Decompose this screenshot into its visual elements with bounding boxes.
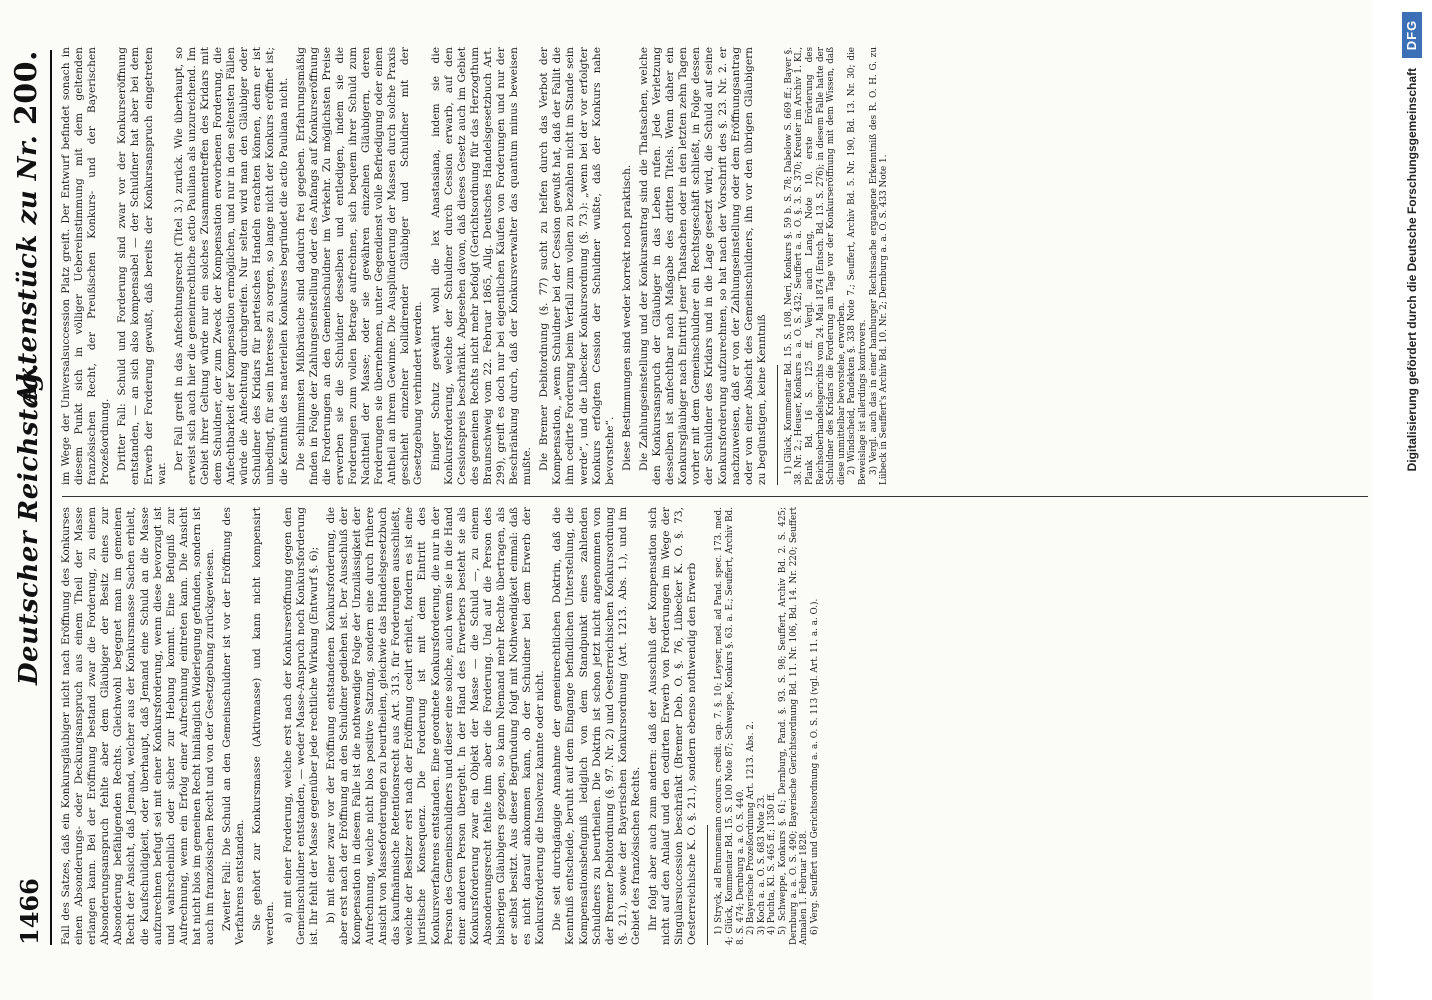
page-header	[4, 50, 52, 945]
page-number: 1466	[15, 878, 44, 945]
left-paragraph: Zweiter Fall: Die Schuld an den Gemeinschuldner ist vor der Eröffnung des Verfahrens entstanden.	[221, 507, 247, 945]
right-paragraph: Die schlimmsten Mißbräuche sind dadurch frei gegeben. Erfahrungsmäßig finden in Folge der Zahlungseinstellung oder des Anfangs auf Konkurseröffnung die Forderungen an den Gemeinschuldner im Verkehr. Zu möglichsten Preise erwerben sie die Schuldner desselben und entledigen, indem sie die Forderungen zum vollen Betrage aufrechnen, sich bequem ihrer Schuld zum Nachtheil der Masse; oder sie gewähren einzelnen Gläubigern, deren Forderungen sie übernehmen, unter Gegendienst volle Befriedigung oder einen Antheil an ihrem Gewinne. Die Ausplünderung der Massen durch solche Praxis geschieht einzelner kollidirender Gläubiger und Schuldner mit der Gesetzgebung verhindert werden.	[294, 47, 425, 485]
left-footnote: 1) Stryck, ad Brunnemann concurs. credit. cap. 7. §. 10; Leyser, med. ad Pand. spec. 173. med. 4; Glück, Kommentar Bd. 15. S. 100 Note 87; Schweppe, Konkurs §. 63. a. E.; Seuffert, Archiv Bd. 8. S. 474; Dernburg a. a. O. S. 440.	[714, 507, 746, 945]
left-paragraph: Die seit durchgängige Annahme der gemeinrechtlichen Doktrin, daß die Kenntniß entscheide, beruht auf dem Eingange befindlichen Unterstellung, die Kompensationsbefugniß lediglich von dem Standpunkt eines zahlenden Schuldners zu beurtheilen. Die Doktrin ist schon jetzt nicht angenommen von der Bremer Debitordnung (§. 97. Nr. 2) und Oesterreichischen Konkursordnung (§. 21.), sowie der Bayerischen Konkursordnung (Art. 1213. Abs. 1.), und im Gebiet des französischen Rechts.	[551, 507, 642, 945]
dfg-credit: Digitalisierung gefördert durch die Deutsche Forschungsgemeinschaft	[1405, 68, 1419, 472]
left-paragraph: Ihr folgt aber auch zum andern: daß der Ausschluß der Kompensation sich nicht auf den Anlauf und den cedirten Erwerb von Forderungen im Wege der Singularsuccession beschränkt (Bremer Deb. O. §. 76, Lübecker K. O. §. 73, Oesterreichische K. O. §. 21.), sondern ebenso nothwendig den Erwerb	[647, 507, 699, 945]
left-footnote: 5) Schweppe, Konkurs §. 61; Dernburg, Pand. §. 93. S. 98; Seuffert, Archiv Bd. 2. S. 425; Dernburg a. a. O. S. 490; Bayerische Gerichtsordnung Bd. 11. Nr. 106, Bd. 14. Nr. 220; Seuffert Annalen 1. Februar 1828.	[777, 507, 810, 945]
right-paragraph: im Wege der Universalsuccession Platz greift. Der Entwurf befindet sonach in diesem Punkt sich in völliger Uebereinstimmung mit dem geltenden französischen Recht, der Preußischen Konkurs- und der Bayerischen Prozeßordnung.	[60, 47, 112, 485]
right-paragraph: Die Bremer Debitordnung (§. 77) sucht zu helfen durch das Verbot der Kompensation, „wenn Schuldner bei der Cession gewußt hat, daß der Fallit die ihm cedirte Forderung beim Verfall zum vollen zu bezahlen nicht im Stande sein werde“, und die Lübecker Konkursordnung (§. 73.): „wenn bei der vor erfolgter Konkurs erfolgten Cession der Schuldner wußte, daß der Konkurs nahe bevorstehe“.	[538, 47, 616, 485]
left-paragraph: Sie gehört zur Konkursmasse (Aktivmasse) und kann nicht kompensirt werden.	[251, 507, 277, 945]
column-divider	[62, 496, 1368, 497]
right-paragraph: Die Zahlungseinstellung und der Konkursantrag sind die Thatsachen, welche den Konkursanspruch der Gläubiger in das Leben rufen. Jede Verletzung desselben ist anfechtbar nach Maßgabe des dritten Titels. Wenn daher ein Konkursgläubiger nach Eintritt jener Thatsachen oder in den letzten zehn Tagen vorher mit dem Gemeinschuldner ein Rechtsgeschäft schließt, in Folge dessen der Schuldner des Kridars und in die Lage gesetzt wird, die Schuld auf seine Konkursforderung aufzurechnen, so hat nach der Vorschrift des §. 23. Nr. 2. er nachzuweisen, daß er von der Zahlungseinstellung oder dem Eröffnungsantrag oder von einer Absicht des Gemeinschuldners, ihn vor den übrigen Gläubigern zu begünstigen, keine Kenntniß	[637, 47, 768, 485]
right-paragraph: Dritter Fall: Schuld und Forderung sind zwar vor der Konkurseröffnung entstanden, — an sich also kompensabel — der Schuldner hat aber bei dem Erwerb der Forderung gewußt, daß bereits der Konkursanspruch eingetreten war.	[116, 47, 168, 485]
right-footnote: 1) Glück, Kommentar Bd. 15. S. 108, Neri, Konkurs §. 59 b. S. 78; Dabelow S. 669 ff.; Bayer §. 38. Nr. 2.; Heuser, Konkurs a. a. O. S. 432; Seuffert a. a. O. §. 3. S. 370; Kreuter im Archiv 1. Kl., Plank Bd. 16 S. 125 ff. Vergl. auch Lang, Note 10. erste Erörterung des Reichsoberhandelsgerichts vom 24. Mai 1874 (Entsch. Bd. 13. S. 276); in diesem Falle hatte der Schuldner des Kridars die Forderung am Tage vor der Konkurseröffnung mit dem Wissen, daß diese unmittelbar bevorstehe, erworben.	[783, 47, 847, 485]
left-footnote: 2) Bayerische Prozeßordnung Art. 1213. Abs. 2.	[746, 721, 757, 935]
right-footnote: 2) Windscheid, Pandekten §. 338 Note 7.; Seuffert, Archiv Bd. 5. Nr. 190, Bd. 13. Nr. 30; die Beweislage ist allerdings kontrovers.	[847, 47, 869, 485]
left-paragraph: b) mit einer zwar vor der Eröffnung entstandenen Konkursforderung, die aber erst nach der Eröffnung an den Schuldner gediehen ist. Der Ausschluß der Kompensation in diesem Falle ist die nothwendige Folge der Unzulässigkeit der Aufrechnung, welche nicht blos positive Satzung, sondern eine durch frühere Ansicht von Masseforderungen zu beurtheilen, gleichwie das Handelsgesetzbuch das kaufmännische Retentionsrecht aus Art. 313. für Forderungen ausschließt, welche der Besitzer erst nach der Eröffnung cedirt erhielt, fordern es ist eine juristische Konsequenz. Die Forderung ist mit dem Eintritt des Konkursverfahrens entstanden. Eine geordnete Konkursforderung, die nur in der Person des Gemeinschuldners und dieser eine solche, auch wenn sie in die Hand einer anderen Person übergeht. In der Hand des Erwerbers besteht sie als Konkursforderung zwar ein Objekt der Masse — die Schuld —, zu einem Absonderungsrecht fehlte ihm aber die Forderung. Und auf die Person des bisherigen Gläubigers gezogen, so kann Niemand mehr Rechte übertragen, als er selbst besitzt. Aus dieser Begründung folgt mit Nothwendigkeit einmal: daß es nicht darauf ankommen kann, ob der Schuldner bei dem Erwerb der Konkursforderung die Insolvenz kannte oder nicht.	[324, 507, 547, 945]
left-column	[60, 507, 1372, 945]
digitization-sidebar	[1372, 0, 1432, 1000]
right-footnote: 3) Vergl. auch das in einer hamburger Rechtssache ergangene Erkenntniß des R. O. H. G. zu Lübeck in Seuffert's Archiv Bd. 10. Nr. 2; Dernburg a. a. O. S. 433 Note 1.	[868, 47, 890, 485]
right-column	[60, 47, 1372, 485]
left-footnote: 6) Verg. Seuffert und Gerichtsordnung a. a. O. S. 113 (vgl. Art. 11. a. a. O.).	[809, 598, 820, 935]
footnote-divider	[777, 365, 778, 485]
right-paragraph: Der Fall greift in das Anfechtungsrecht (Titel 3.) zurück. Wie überhaupt, so erweist sich auch hier die gemeinrechtliche actio Pauliana als unzureichend. Im Gebiet ihrer Geltung würde nur ein solches Zusammentreffen des Kridars mit dem Schuldner, der zum Zweck der Kompensation erworbenen Forderung, die Anfechtbarkeit der Kompensation ermöglichen, und nur in den seltensten Fällen würde die Anfechtung durchgreifen. Nur selten wird man den Gläubiger oder Schuldner des Kridars für parteisches Handeln erachten können, denn er ist unbedingt, für sein Interesse zu sorgen, so lange nicht der Konkurs eröffnet ist; die Kenntniß des materiellen Konkurses begründet die actio Pauliana nicht.	[172, 47, 290, 485]
left-paragraph: Fall des Satzes, daß ein Konkursgläubiger nicht nach Eröffnung des Konkurses einen Absonderungs- oder Deckungsanspruch aus einem Theil der Masse erlangen kann. Bei der Eröffnung bestand zwar die Forderung, zu einem Absonderungsanspruch fehlte aber dem Gläubiger der Besitz eines zur Absonderung befähigenden Rechts. Gleichwohl begegnet man im gemeinen Recht der Ansicht, daß Jemand, welcher aus der Konkursmasse Sachen erhielt, die Kaufschuldigkeit, oder überhaupt, daß Jemand eine Schuld an die Masse aufzurechnen befugt sei mit einer Konkursforderung, wenn diese bevorzugt ist und wahrscheinlich oder sicher zur Hebung kommt. Eine Befugniß zur Aufrechnung, wenn ein Erfolg einer Aufrechnung eintreten kann. Die Ansicht hat nicht blos im gemeinen Recht hinlänglich Widerlegung gefunden, sondern ist auch im französischen Recht und von der Gesetzgebung zurückgewiesen.	[60, 507, 217, 945]
dfg-logo: DFG	[1402, 12, 1422, 58]
left-footnote: 4) Puchta, Kl. S. 465 ff.; 1350 ff.	[767, 792, 778, 935]
right-paragraph: Diese Bestimmungen sind weder korrekt noch praktisch.	[620, 164, 633, 471]
footnote-divider	[707, 825, 708, 945]
document-reference	[9, 50, 44, 404]
document-reference-label: Aktenstück zu Nr.	[13, 134, 43, 405]
left-footnote: 3) Koch a. a. O. S. 683 Note 23.	[756, 794, 767, 935]
document-reference-number: 200.	[9, 50, 44, 126]
left-paragraph: a) mit einer Forderung, welche erst nach der Konkurseröffnung gegen den Gemeinschuldner entstanden, — weder Masse-Anspruch noch Konkursforderung ist. Ihr fehlt der Masse gegenüber jede rechtliche Wirkung (Entwurf §. 6);	[281, 507, 320, 945]
running-title: Deutscher Reichstag.	[14, 362, 44, 685]
right-paragraph: Einiger Schutz gewährt wohl die lex Anastasiana, indem sie die Konkursforderung, welche der Schuldner durch Cession erwarb, auf den Cessionspreis beschränkt. Abgesehen davon, daß dieses Gesetz auch im Gebiet des gemeinen Rechts nicht mehr befolgt (Gerichtsordnung für das Herzogthum Braunschweig vom 22. Februar 1865, Allg. Deutsches Handelsgesetzbuch Art. 299), greift es doch nur bei eigentlichen Käufen von Forderungen und nur der Beschränkung durch, daß der Konkursverwalter das quantum minus beweisen mußte.	[429, 47, 534, 485]
